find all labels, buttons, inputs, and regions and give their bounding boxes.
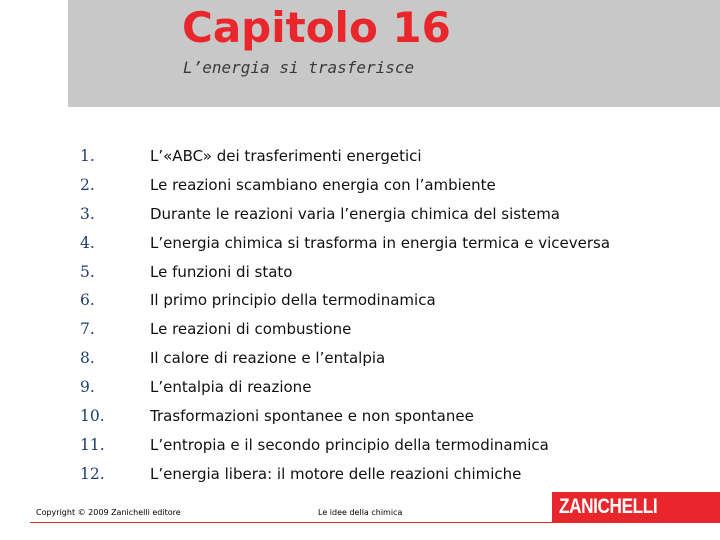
publisher-logo [552, 492, 720, 522]
toc-item-number: 7. [80, 320, 95, 339]
toc-item [0, 144, 720, 173]
toc-item-title: L’entalpia di reazione [150, 378, 312, 397]
footer-divider [30, 522, 720, 523]
toc-item-title: Il calore di reazione e l’entalpia [150, 349, 386, 368]
toc-item [0, 404, 720, 433]
toc-item-title: Trasformazioni spontanee e non spontanee [150, 407, 474, 426]
toc-item [0, 288, 720, 317]
toc-item-title: L’energia chimica si trasforma in energia termica e viceversa [150, 233, 611, 252]
toc-item [0, 462, 720, 491]
chapter-title: Capitolo 16 [182, 3, 451, 52]
toc-item-title: Le reazioni scambiano energia con l’ambiente [150, 175, 496, 194]
toc-item-number: 2. [80, 175, 95, 194]
toc-item-number: 9. [80, 378, 95, 397]
footer-book-title: Le idee della chimica [318, 508, 403, 517]
toc-item-title: Il primo principio della termodinamica [150, 291, 436, 310]
table-of-contents [0, 144, 720, 491]
toc-item-number: 10. [80, 407, 105, 426]
toc-item [0, 375, 720, 404]
toc-item [0, 433, 720, 462]
toc-item-number: 12. [80, 464, 105, 483]
toc-item-number: 4. [80, 233, 95, 252]
toc-item [0, 346, 720, 375]
toc-item-title: L’«ABC» dei trasferimenti energetici [150, 147, 422, 165]
toc-item-title: Le reazioni di combustione [150, 320, 352, 339]
toc-item [0, 260, 720, 289]
toc-item [0, 202, 720, 231]
chapter-subtitle: L’energia si trasferisce [183, 58, 415, 77]
toc-item-number: 11. [80, 435, 105, 454]
toc-item-title: L’entropia e il secondo principio della termodinamica [150, 435, 549, 454]
toc-item-number: 3. [80, 204, 95, 223]
toc-item-number: 6. [80, 291, 95, 310]
toc-item-title: L’energia libera: il motore delle reazioni chimiche [150, 464, 522, 483]
footer-copyright: Copyright © 2009 Zanichelli editore [36, 508, 181, 517]
toc-item [0, 231, 720, 260]
toc-item [0, 173, 720, 202]
toc-item [0, 317, 720, 346]
toc-item-title: Le funzioni di stato [150, 262, 293, 281]
toc-item-number: 8. [80, 349, 95, 368]
toc-item-title: Durante le reazioni varia l’energia chimica del sistema [150, 204, 561, 223]
toc-item-number: 5. [80, 262, 95, 281]
publisher-logo-text: ZANICHELLI [559, 495, 658, 518]
toc-item-number: 1. [80, 147, 95, 165]
